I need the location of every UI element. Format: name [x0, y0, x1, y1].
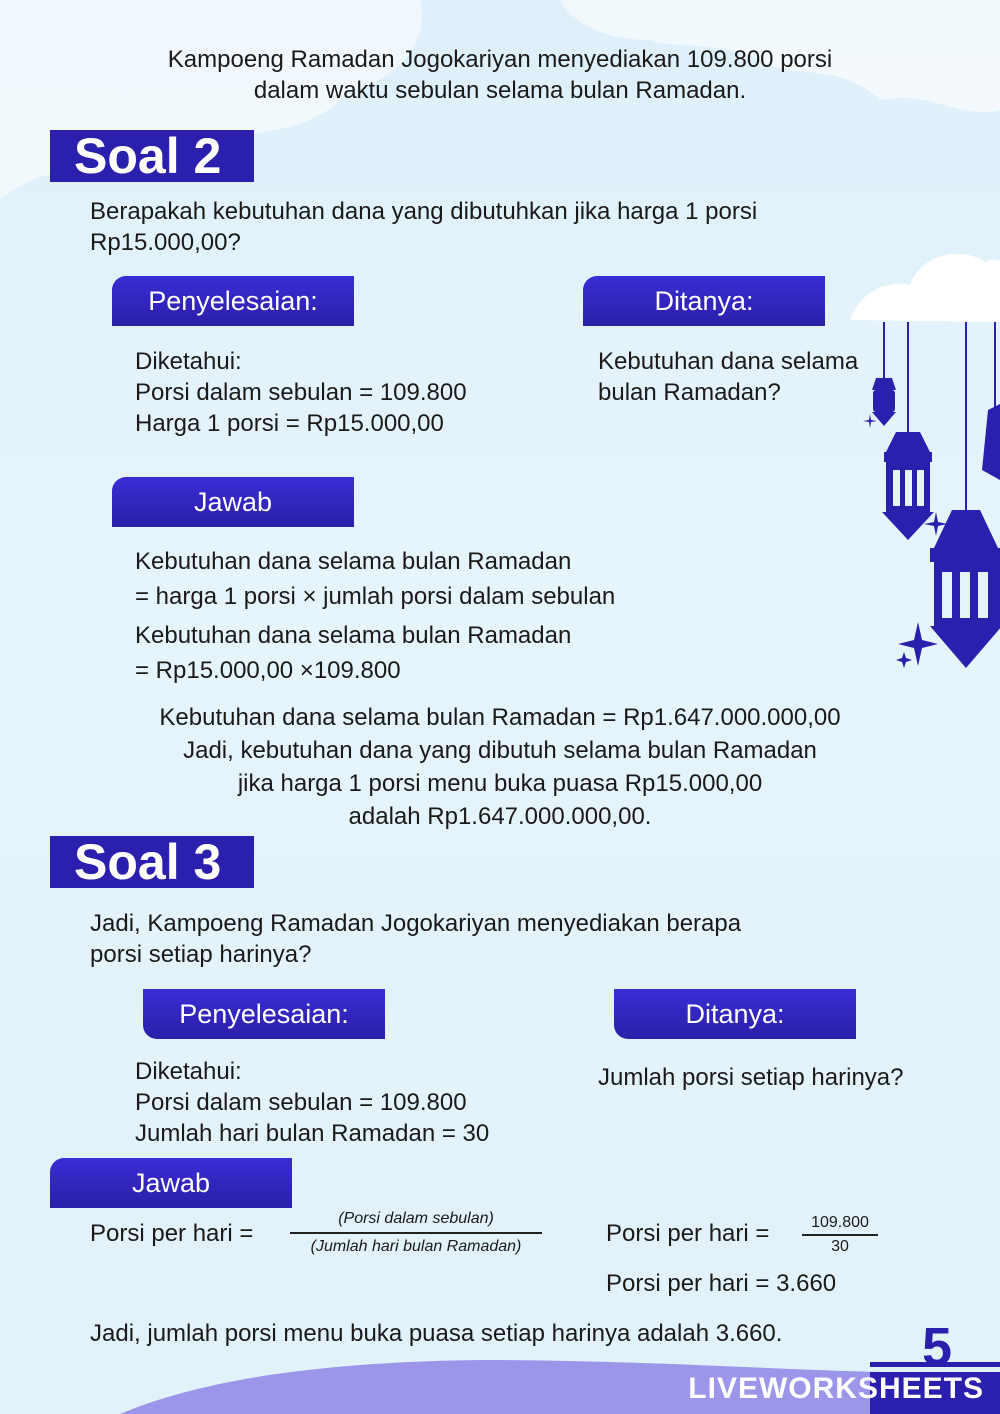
soal-3-result: Porsi per hari = 3.660	[606, 1270, 837, 1297]
soal-3-calc-numerator: 109.800	[811, 1214, 869, 1231]
soal-2-conclusion-line-4: adalah Rp1.647.000.000,00.	[348, 803, 652, 830]
soal-2-diketahui-porsi: Porsi dalam sebulan = 109.800	[135, 379, 467, 406]
soal-2-diketahui-harga: Harga 1 porsi = Rp15.000,00	[135, 410, 444, 437]
soal-2-ditanya-line-2: bulan Ramadan?	[598, 379, 781, 406]
soal-2-conclusion	[60, 701, 940, 833]
soal-3-formula-fraction	[290, 1210, 542, 1256]
soal-2-penyelesaian-label: Penyelesaian:	[112, 276, 354, 326]
soal-3-title: Soal 3	[50, 836, 254, 888]
lantern-large-icon	[930, 510, 1000, 668]
soal-3-diketahui-heading: Diketahui:	[135, 1058, 242, 1085]
soal-3-conclusion: Jadi, jumlah porsi menu buka puasa setiap harinya adalah 3.660.	[90, 1320, 783, 1347]
soal-3-ditanya: Jumlah porsi setiap harinya?	[598, 1064, 904, 1091]
soal-2-question-line-1: Berapakah kebutuhan dana yang dibutuhkan jika harga 1 porsi	[90, 198, 758, 225]
intro-text	[60, 44, 940, 106]
intro-line-1: Kampoeng Ramadan Jogokariyan menyediakan 109.800 porsi	[167, 46, 833, 73]
soal-3-formula-numerator: (Porsi dalam sebulan)	[338, 1210, 494, 1227]
soal-2-ditanya-label: Ditanya:	[583, 276, 825, 326]
soal-3-calc-label: Porsi per hari =	[606, 1220, 770, 1247]
soal-2-ditanya-line-1: Kebutuhan dana selama	[598, 348, 859, 375]
liveworksheets-logo: LIVEWORKSHEETS	[688, 1372, 984, 1405]
soal-2-question	[90, 196, 890, 258]
fraction-bar	[290, 1232, 542, 1234]
soal-2-title: Soal 2	[50, 130, 254, 182]
lantern-edge-icon	[982, 404, 1000, 480]
soal-2-conclusion-line-1: Kebutuhan dana selama bulan Ramadan = Rp1.647.000.000,00	[159, 704, 841, 731]
soal-2-jawab	[135, 546, 835, 686]
intro-line-2: dalam waktu sebulan selama bulan Ramadan.	[253, 77, 747, 104]
soal-2-question-line-2: Rp15.000,00?	[90, 229, 241, 256]
soal-2-diketahui	[135, 346, 467, 439]
soal-2-ditanya	[598, 346, 898, 408]
soal-3-calc-fraction	[802, 1214, 878, 1256]
soal-3-diketahui-porsi: Porsi dalam sebulan = 109.800	[135, 1089, 467, 1116]
soal-2-jawab-line-4: = Rp15.000,00 ×109.800	[135, 657, 401, 684]
soal-2-jawab-line-2: = harga 1 porsi × jumlah porsi dalam sebulan	[135, 583, 616, 610]
soal-3-diketahui	[135, 1056, 489, 1149]
page-number: 5	[921, 1317, 952, 1377]
soal-3-formula-label: Porsi per hari =	[90, 1220, 254, 1247]
fraction-bar	[802, 1234, 878, 1236]
soal-3-formula-denominator: (Jumlah hari bulan Ramadan)	[310, 1237, 522, 1255]
soal-3-question-line-2: porsi setiap harinya?	[90, 941, 312, 968]
soal-3-question	[90, 908, 890, 970]
soal-3-diketahui-hari: Jumlah hari bulan Ramadan = 30	[135, 1120, 490, 1147]
soal-2-conclusion-line-3: jika harga 1 porsi menu buka puasa Rp15.000,00	[237, 770, 763, 797]
soal-2-jawab-line-1: Kebutuhan dana selama bulan Ramadan	[135, 548, 572, 575]
soal-2-diketahui-heading: Diketahui:	[135, 348, 242, 375]
soal-3-jawab-label: Jawab	[50, 1158, 292, 1208]
soal-3-question-line-1: Jadi, Kampoeng Ramadan Jogokariyan menyediakan berapa	[90, 910, 742, 937]
soal-2-jawab-label: Jawab	[112, 477, 354, 527]
soal-2-conclusion-line-2: Jadi, kebutuhan dana yang dibutuh selama bulan Ramadan	[183, 737, 817, 764]
soal-3-ditanya-label: Ditanya:	[614, 989, 856, 1039]
soal-3-penyelesaian-label: Penyelesaian:	[143, 989, 385, 1039]
soal-2-jawab-line-3: Kebutuhan dana selama bulan Ramadan	[135, 622, 572, 649]
soal-3-calc-denominator: 30	[831, 1237, 849, 1255]
cloud-right	[850, 254, 1000, 322]
